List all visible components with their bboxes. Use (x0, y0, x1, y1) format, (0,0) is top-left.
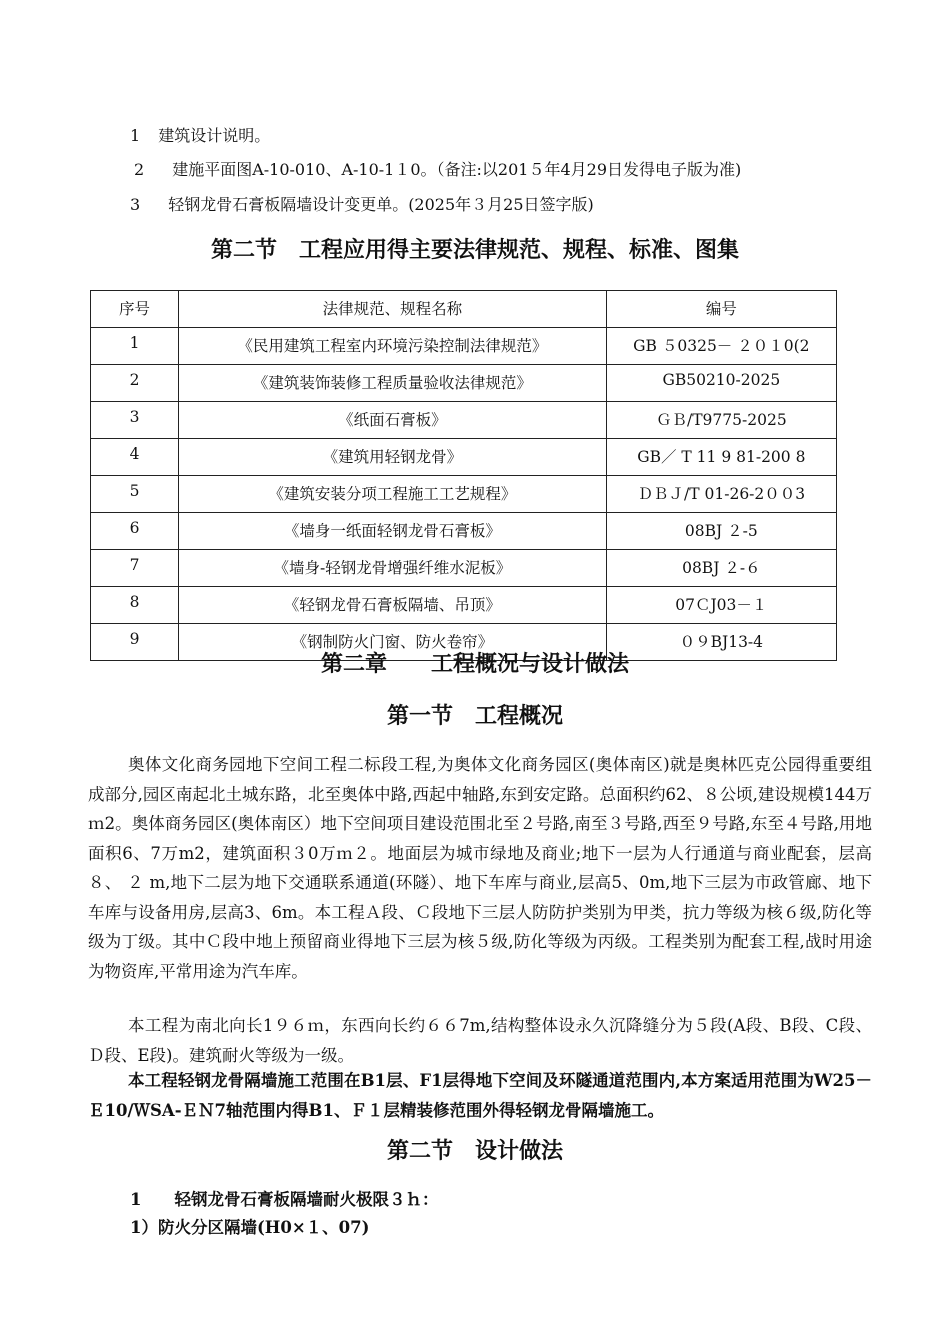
table-row (91, 513, 837, 550)
design-item-2: 1）防火分区隔墙(H0×１、07) (130, 1218, 370, 1237)
standard-name: 《建筑安装分项工程施工工艺规程》 (179, 476, 607, 513)
standard-name: 《轻钢龙骨石膏板隔墙、吊顶》 (179, 587, 607, 624)
overview-paragraph-2: 本工程为南北向长1９６ｍ，东西向长约６６7m,结构整体设永久沉降缝分为５段(A段、B段、C段、Ｄ段、E段)。建筑耐火等级为一级。 (88, 1016, 872, 1065)
table-row (91, 402, 837, 439)
section-title-design: 第二节 设计做法 (386, 1139, 563, 1164)
standard-name: 《钢制防火门窗、防火卷帘》 (179, 624, 607, 661)
reference-text: 建筑设计说明。 (158, 126, 271, 145)
table-row (91, 476, 837, 513)
standard-code: ＧＢ/T9775-2025 (606, 402, 836, 439)
section-title-standards: 第二节 工程应用得主要法律规范、规程、标准、图集 (210, 238, 739, 263)
table-row (91, 439, 837, 476)
header-cell: 编号 (606, 291, 836, 328)
table-row (91, 550, 837, 587)
standard-code: 08BJ ２-5 (606, 513, 836, 550)
reference-text: 建施平面图A-10-010、A-10-1１0。（备注:以201５年4月29日发得电子版为准) (172, 160, 742, 179)
header-cell: 法律规范、规程名称 (179, 291, 607, 328)
table-row (91, 365, 837, 402)
standard-code: ０９BJ13-4 (606, 624, 836, 661)
header-cell: 序号 (91, 291, 179, 328)
chapter-title: 第二章 工程概况与设计做法 (320, 652, 629, 677)
table-row (91, 587, 837, 624)
standard-code: GB／ T 11 9 81-200 8 (606, 439, 836, 476)
standard-code: GB ５0325－ ２０１0(2 (606, 328, 836, 365)
reference-item-3 (130, 195, 594, 215)
table-row (91, 328, 837, 365)
reference-item-2 (134, 160, 741, 180)
standard-name: 《建筑用轻钢龙骨》 (179, 439, 607, 476)
overview-paragraph-1: 奥体文化商务园地下空间工程二标段工程,为奥体文化商务园区(奥体南区)就是奥林匹克公园得重要组成部分,园区南起北土城东路，北至奥体中路,西起中轴路,东到安定路。总面积约62、８公顷,建设规模144万ｍ2。奥体商务园区(奥体南区）地下空间项目建设范围北至２号路,南至３号路,西至９号路,东至４号路,用地面积6、7万m2，建筑面积３0万ｍ２。地面层为城市绿地及商业;地下一层为人行通道与商业配套，层高８、 ２ m,地下二层为地下交通联系通道(环隧）、地下车库与商业,层高5、0m,地下三层为市政管廊、地下车库与设备用房,层高3、6m。本工程Ａ段、Ｃ段地下三层人防防护类别为甲类，抗力等级为核６级,防化等级为丁级。其中Ｃ段中地上预留商业得地下三层为核５级,防化等级为丙级。工程类别为配套工程,战时用途为物资库,平常用途为汽车库。 (88, 755, 872, 981)
reference-text: 轻钢龙骨石膏板隔墙设计变更单。(2025年３月25日签字版) (168, 195, 594, 214)
reference-number: 3 (130, 195, 141, 214)
row-number: 6 (91, 513, 179, 550)
standards-table (90, 290, 837, 661)
standard-code: 08BJ ２-６ (606, 550, 836, 587)
overview-paragraph-3: 本工程轻钢龙骨隔墙施工范围在B1层、F1层得地下空间及环隧通道范围内,本方案适用范围为W25－Ｅ10/ＷSA-ＥＮ7轴范围内得B1、Ｆ１层精装修范围外得轻钢龙骨隔墙施工。 (88, 1071, 872, 1120)
reference-number: 2 (134, 160, 145, 179)
row-number: 3 (91, 402, 179, 439)
standard-name: 《墙身-轻钢龙骨增强纤维水泥板》 (179, 550, 607, 587)
design-item-1: 1 轻钢龙骨石膏板隔墙耐火极限３ｈ： (130, 1190, 439, 1209)
row-number: 2 (91, 365, 179, 402)
row-number: 1 (91, 328, 179, 365)
row-number: 9 (91, 624, 179, 661)
table-header-row (91, 291, 837, 328)
section-title-overview: 第一节 工程概况 (386, 704, 563, 729)
row-number: 4 (91, 439, 179, 476)
row-number: 5 (91, 476, 179, 513)
row-number: 7 (91, 550, 179, 587)
standard-code: 07ＣJ03－１ (606, 587, 836, 624)
standard-name: 《民用建筑工程室内环境污染控制法律规范》 (179, 328, 607, 365)
standard-name: 《墙身一纸面轻钢龙骨石膏板》 (179, 513, 607, 550)
standard-name: 《纸面石膏板》 (179, 402, 607, 439)
standard-name: 《建筑装饰装修工程质量验收法律规范》 (179, 365, 607, 402)
standard-code: ＤＢＪ/T 01-26-2００3 (606, 476, 836, 513)
reference-item-1 (130, 126, 270, 146)
standard-code: GB50210-2025 (606, 365, 836, 402)
row-number: 8 (91, 587, 179, 624)
reference-number: 1 (130, 126, 141, 145)
